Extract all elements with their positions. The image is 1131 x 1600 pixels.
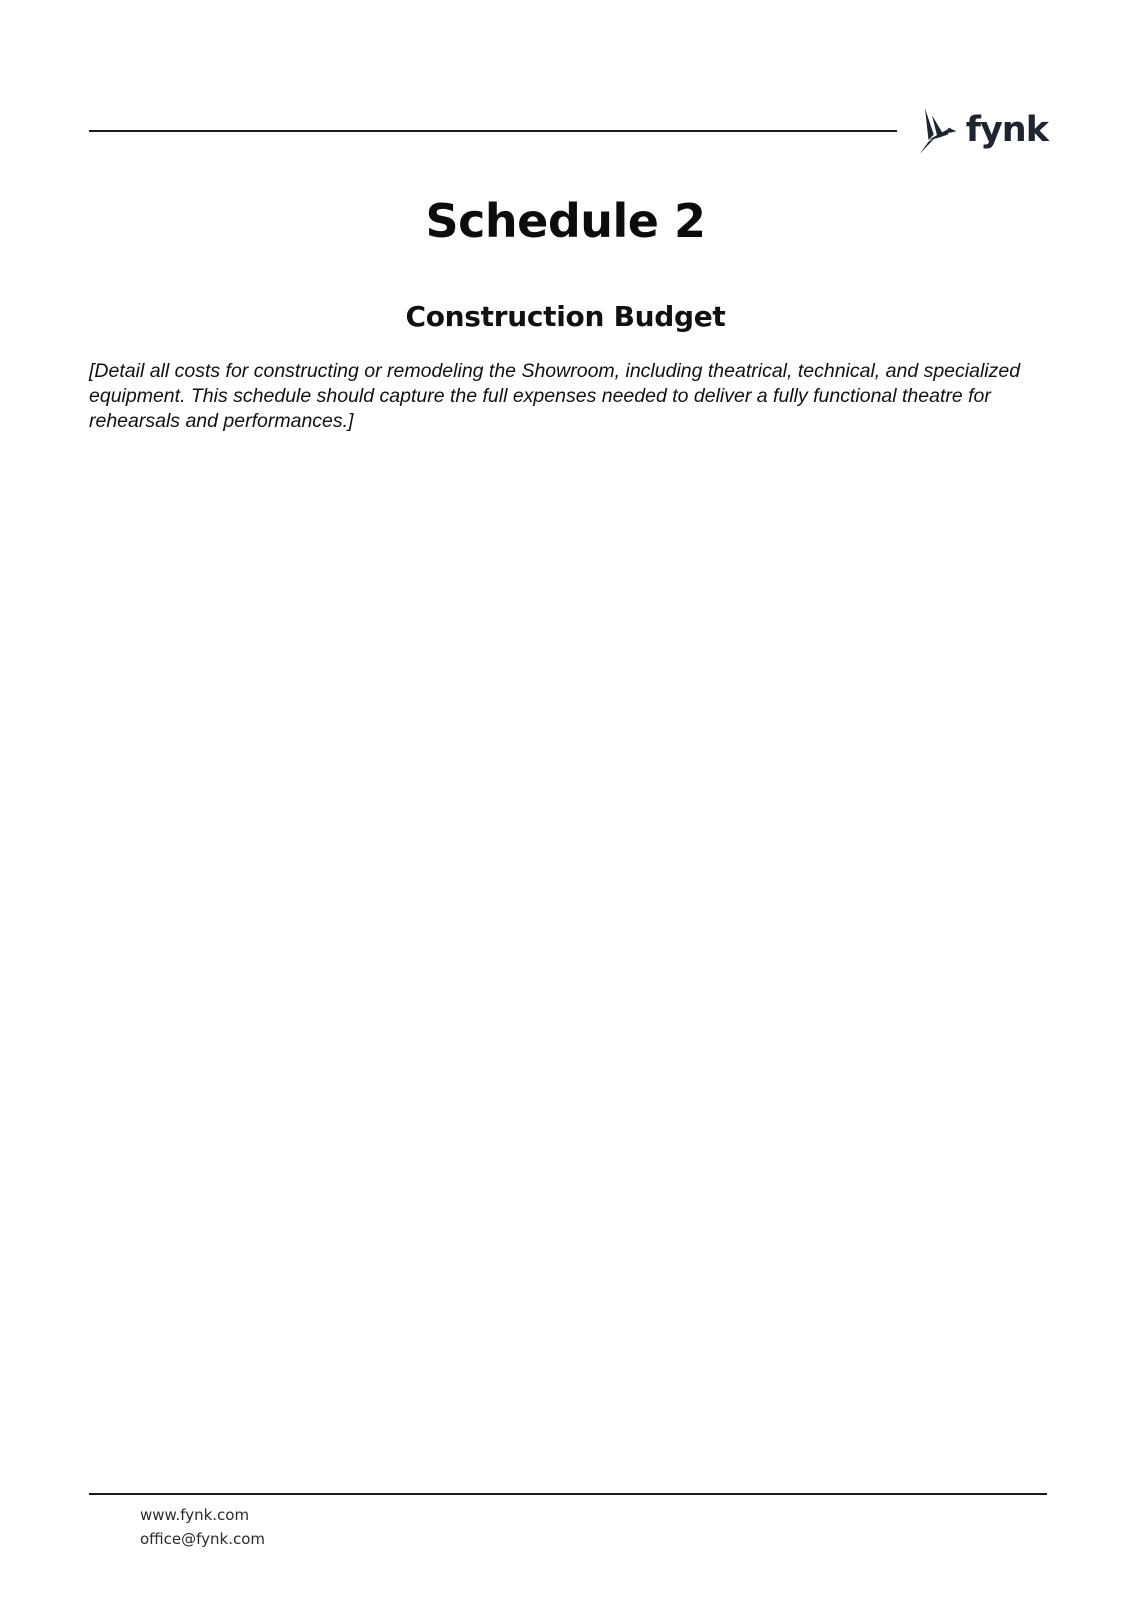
page-title: Schedule 2 (425, 194, 706, 248)
footer-divider (89, 1493, 1047, 1495)
section-subtitle: Construction Budget (405, 300, 726, 333)
brand-wordmark: fynk (965, 110, 1048, 150)
footer-email: office@fynk.com (140, 1530, 266, 1548)
header-divider (89, 130, 897, 132)
footer-website: www.fynk.com (140, 1506, 250, 1524)
bird-icon (918, 105, 962, 159)
brand-logo (918, 104, 1048, 160)
placeholder-paragraph: [Detail all costs for constructing or remodeling the Showroom, including theatrical, technical, and specialized equipment. This schedule should capture the full expenses needed to deliver a fully functional theatre for rehearsals and performances.] (89, 360, 1021, 432)
